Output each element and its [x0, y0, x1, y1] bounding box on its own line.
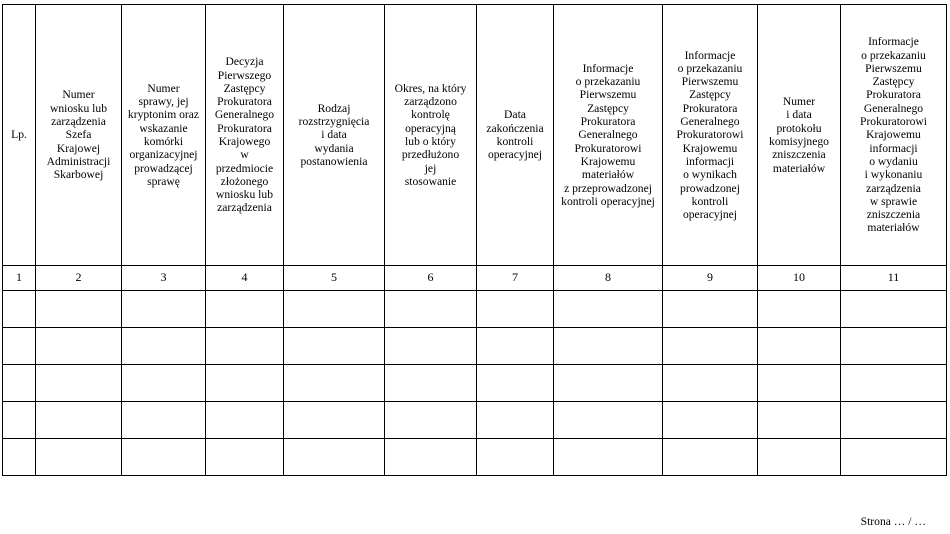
header-row — [3, 5, 947, 266]
table-cell — [385, 402, 477, 439]
table-cell — [663, 291, 758, 328]
table-cell — [36, 365, 122, 402]
table-cell — [663, 439, 758, 476]
table-cell — [385, 328, 477, 365]
column-number: 10 — [758, 266, 841, 291]
header-cell-6: Okres, na który zarządzono kontrolę operacyjną lub o który przedłużono jej stosowanie — [385, 5, 477, 266]
column-number: 4 — [206, 266, 284, 291]
table-row — [3, 402, 947, 439]
table-cell — [122, 328, 206, 365]
table-cell — [122, 439, 206, 476]
table-cell — [3, 365, 36, 402]
table-cell — [477, 402, 554, 439]
table-cell — [758, 365, 841, 402]
table-cell — [477, 439, 554, 476]
column-number: 3 — [122, 266, 206, 291]
table-cell — [284, 365, 385, 402]
table-cell — [36, 439, 122, 476]
table-cell — [841, 439, 947, 476]
column-number: 8 — [554, 266, 663, 291]
table-cell — [841, 328, 947, 365]
table-row — [3, 328, 947, 365]
header-cell-10: Numer i data protokołu komisyjnego zniszczenia materiałów — [758, 5, 841, 266]
table-cell — [477, 328, 554, 365]
column-number: 1 — [3, 266, 36, 291]
header-cell-4: Decyzja Pierwszego Zastępcy Prokuratora Generalnego Prokuratora Krajowego w przedmiocie złożonego wniosku lub zarządzenia — [206, 5, 284, 266]
table-cell — [284, 439, 385, 476]
table-cell — [385, 439, 477, 476]
header-cell-8: Informacje o przekazaniu Pierwszemu Zastępcy Prokuratora Generalnego Prokuratorowi Krajowemu materiałów z przeprowadzonej kontroli operacyjnej — [554, 5, 663, 266]
table-cell — [284, 291, 385, 328]
column-number: 5 — [284, 266, 385, 291]
table-cell — [206, 291, 284, 328]
table-cell — [554, 439, 663, 476]
table-row — [3, 365, 947, 402]
table-cell — [3, 439, 36, 476]
table-cell — [554, 402, 663, 439]
header-cell-1: Lp. — [3, 5, 36, 266]
table-cell — [554, 328, 663, 365]
table-row — [3, 439, 947, 476]
header-cell-2: Numer wniosku lub zarządzenia Szefa Krajowej Administracji Skarbowej — [36, 5, 122, 266]
header-cell-5: Rodzaj rozstrzygnięcia i data wydania postanowienia — [284, 5, 385, 266]
table-cell — [122, 402, 206, 439]
table-cell — [3, 402, 36, 439]
table-cell — [758, 328, 841, 365]
table-cell — [841, 291, 947, 328]
table-cell — [477, 365, 554, 402]
table-cell — [284, 402, 385, 439]
table-cell — [385, 365, 477, 402]
table-cell — [758, 439, 841, 476]
column-number: 2 — [36, 266, 122, 291]
table-row — [3, 291, 947, 328]
header-cell-9: Informacje o przekazaniu Pierwszemu Zastępcy Prokuratora Generalnego Prokuratorowi Krajowemu informacji o wynikach prowadzonej kontroli operacyjnej — [663, 5, 758, 266]
table-cell — [3, 291, 36, 328]
table-cell — [122, 365, 206, 402]
table-cell — [663, 402, 758, 439]
table-cell — [206, 439, 284, 476]
column-number: 6 — [385, 266, 477, 291]
register-table — [2, 4, 947, 476]
table-cell — [36, 328, 122, 365]
table-cell — [841, 365, 947, 402]
table-cell — [663, 365, 758, 402]
table-cell — [206, 365, 284, 402]
table-cell — [554, 365, 663, 402]
table-cell — [206, 328, 284, 365]
header-cell-11: Informacje o przekazaniu Pierwszemu Zastępcy Prokuratora Generalnego Prokuratorowi Krajowemu informacji o wydaniu i wykonaniu zarządzenia w sprawie zniszczenia materiałów — [841, 5, 947, 266]
table-cell — [477, 291, 554, 328]
table-cell — [663, 328, 758, 365]
table-cell — [36, 291, 122, 328]
header-cell-3: Numer sprawy, jej kryptonim oraz wskazanie komórki organizacyjnej prowadzącej sprawę — [122, 5, 206, 266]
table-cell — [284, 328, 385, 365]
column-number: 9 — [663, 266, 758, 291]
table-cell — [122, 291, 206, 328]
header-cell-7: Data zakończenia kontroli operacyjnej — [477, 5, 554, 266]
table-cell — [3, 328, 36, 365]
table-cell — [758, 402, 841, 439]
table-cell — [841, 402, 947, 439]
table-cell — [36, 402, 122, 439]
column-number-row — [3, 266, 947, 291]
table-cell — [385, 291, 477, 328]
column-number: 11 — [841, 266, 947, 291]
table-cell — [758, 291, 841, 328]
table-cell — [554, 291, 663, 328]
column-number: 7 — [477, 266, 554, 291]
page-number: Strona … / … — [860, 515, 926, 528]
table-cell — [206, 402, 284, 439]
